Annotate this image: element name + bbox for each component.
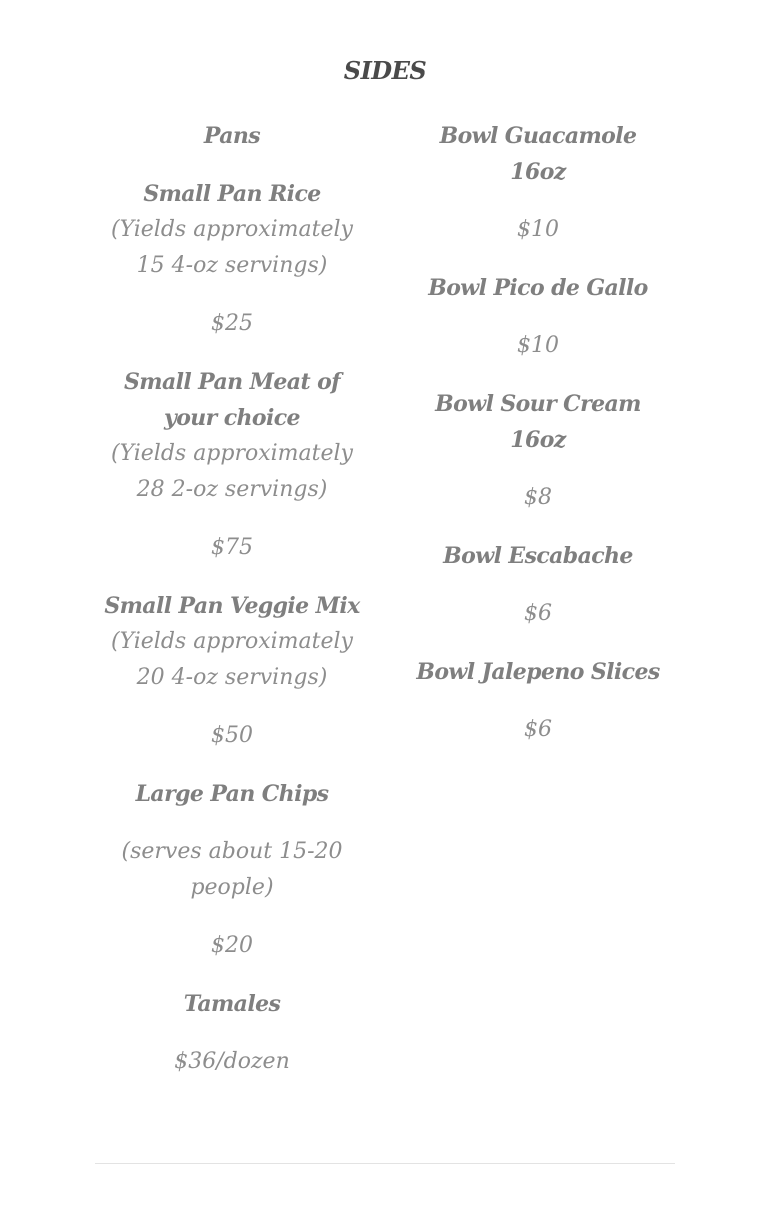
item-price-bowl-escabache: $6 xyxy=(524,601,552,626)
item-name-bowl-pico: Bowl Pico de Gallo xyxy=(428,275,648,301)
item-price-large-pan-chips: $20 xyxy=(211,933,253,958)
item-price-bowl-jalepeno: $6 xyxy=(524,717,552,742)
item-name-tamales: Tamales xyxy=(183,991,281,1017)
footer-divider xyxy=(95,1163,675,1164)
item-price-small-pan-meat: $75 xyxy=(211,535,253,560)
item-name-bowl-escabache: Bowl Escabache xyxy=(443,543,633,569)
item-name-bowl-sour-cream: Bowl Sour Cream 16oz xyxy=(435,391,641,453)
item-price-small-pan-rice: $25 xyxy=(211,311,253,336)
sides-right-column xyxy=(410,118,666,748)
pans-heading: Pans xyxy=(203,123,261,149)
sides-left-column xyxy=(97,118,367,1080)
item-name-small-pan-meat: Small Pan Meat of your choice xyxy=(123,369,341,431)
item-name-large-pan-chips: Large Pan Chips xyxy=(135,781,329,807)
item-price-bowl-sour-cream: $8 xyxy=(524,485,552,510)
item-note-small-pan-meat: (Yields approximately 28 2-oz servings) xyxy=(111,441,353,502)
item-note-small-pan-rice: (Yields approximately 15 4-oz servings) xyxy=(111,217,353,278)
item-price-small-pan-veggie: $50 xyxy=(211,723,253,748)
section-title: SIDES xyxy=(343,56,427,85)
item-name-bowl-jalepeno: Bowl Jalepeno Slices xyxy=(416,659,660,685)
item-note-small-pan-veggie: (Yields approximately 20 4-oz servings) xyxy=(111,629,353,690)
item-price-bowl-pico: $10 xyxy=(517,333,559,358)
item-price-bowl-guacamole: $10 xyxy=(517,217,559,242)
item-note-large-pan-chips: (serves about 15-20 people) xyxy=(121,839,343,900)
item-name-bowl-guacamole: Bowl Guacamole 16oz xyxy=(439,123,637,185)
item-name-small-pan-veggie: Small Pan Veggie Mix xyxy=(104,593,360,619)
item-price-tamales: $36/dozen xyxy=(174,1049,290,1074)
item-name-small-pan-rice: Small Pan Rice xyxy=(143,181,321,207)
